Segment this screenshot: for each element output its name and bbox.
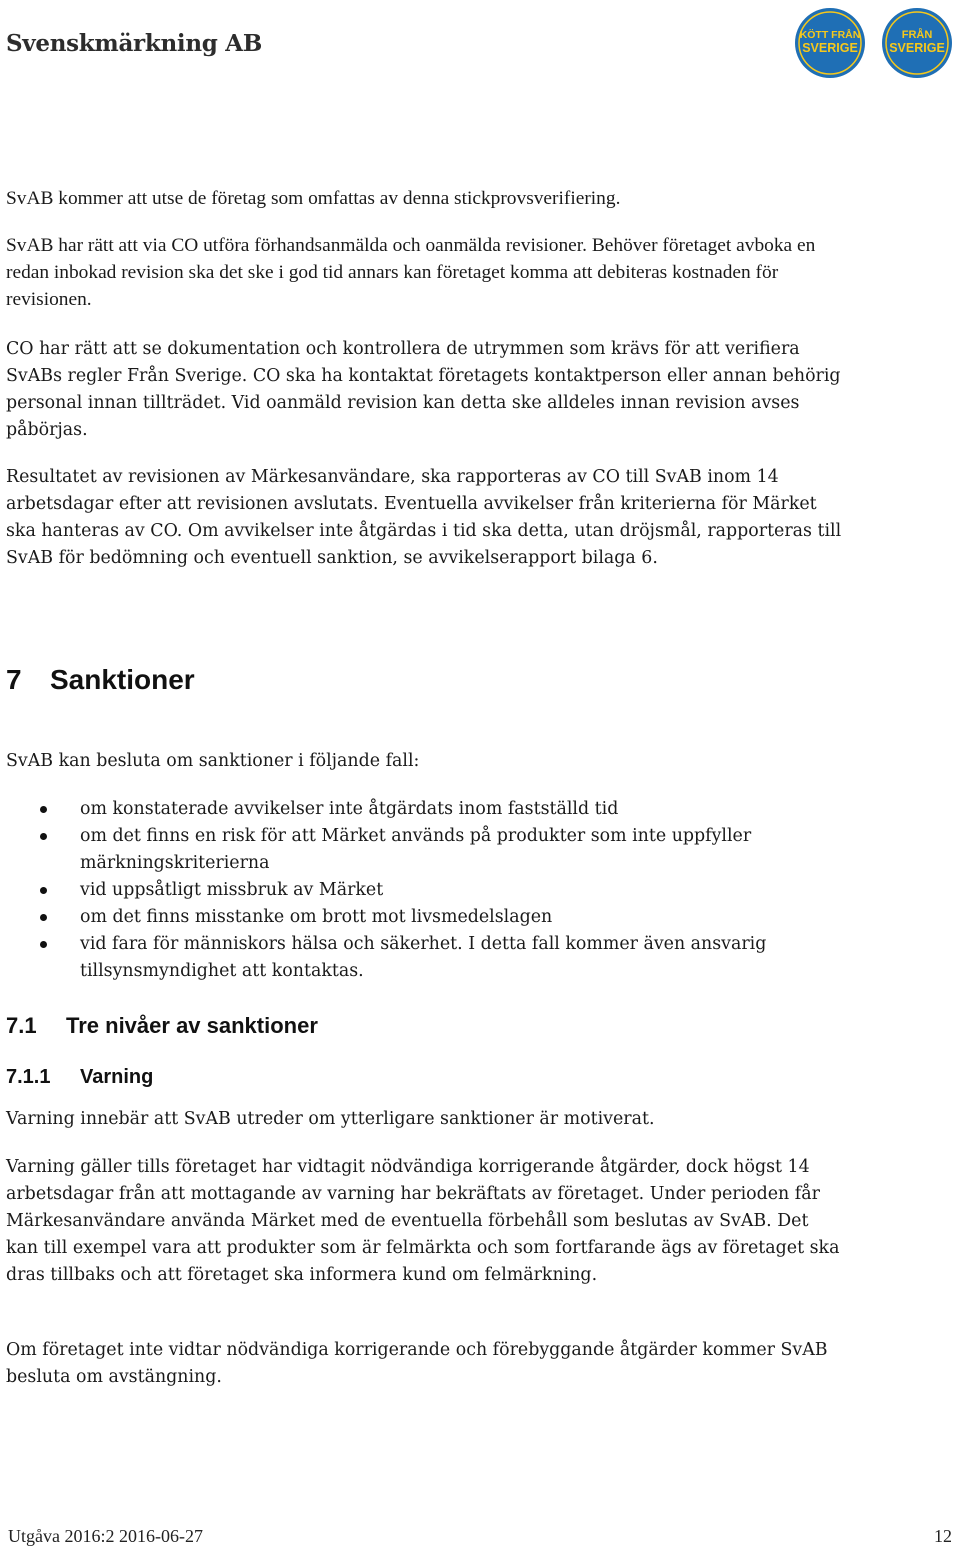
logo2-line2: SVERIGE xyxy=(889,41,945,55)
list-item: om konstaterade avvikelser inte åtgärdats inom fastställd tid xyxy=(0,796,840,823)
bullet-icon xyxy=(40,887,47,894)
footer-edition: Utgåva 2016:2 2016-06-27 xyxy=(8,1526,203,1546)
section-7-heading xyxy=(6,664,195,696)
section-7-1-1-number: 7.1.1 xyxy=(6,1066,51,1088)
sanctions-list xyxy=(0,796,900,985)
warning-definition: Varning innebär att SvAB utreder om ytterligare sanktioner är motiverat. xyxy=(6,1109,655,1129)
bullet-icon xyxy=(40,914,47,921)
warning-suspension: Om företaget inte vidtar nödvändiga korrigerande och förebyggande åtgärder kommer SvAB besluta om avstängning. xyxy=(6,1340,828,1387)
bullet-icon xyxy=(40,833,47,840)
section-7-1-number: 7.1 xyxy=(6,1013,37,1038)
bullet-icon xyxy=(40,806,47,813)
list-item: vid uppsåtligt missbruk av Märket xyxy=(0,877,840,904)
logo1-line2: SVERIGE xyxy=(802,41,858,55)
list-item: om det finns en risk för att Märket används på produkter som inte uppfyller märkningskriterierna xyxy=(0,823,840,877)
fran-sverige-logo xyxy=(880,6,954,80)
list-item: om det finns misstanke om brott mot livsmedelslagen xyxy=(0,904,840,931)
paragraph-selection: SvAB kommer att utse de företag som omfattas av denna stickprovsverifiering. xyxy=(6,188,621,209)
section-7-title: Sanktioner xyxy=(50,664,195,695)
list-item: vid fara för människors hälsa och säkerhet. I detta fall kommer även ansvarig tillsynsmyndighet att kontaktas. xyxy=(0,931,840,985)
kott-fran-sverige-logo xyxy=(793,6,867,80)
logo2-line1: FRÅN xyxy=(901,29,933,41)
brand-name: Svenskmärkning AB xyxy=(6,30,262,57)
section-7-number: 7 xyxy=(6,664,22,695)
section-7-1-1-title: Varning xyxy=(80,1066,154,1088)
paragraph-co-rights: CO har rätt att se dokumentation och kontrollera de utrymmen som krävs för att verifiera SvABs regler Från Sverige. CO ska ha kontaktat företagets kontaktperson eller annan behörig personal innan tillträdet. Vid oanmäld revision kan detta ske alldeles innan revision avses påbörjas. xyxy=(6,339,841,440)
section-7-1-title: Tre nivåer av sanktioner xyxy=(66,1013,318,1038)
logo1-line1: KÖTT FRÅN xyxy=(799,29,861,41)
page-number: 12 xyxy=(934,1526,952,1546)
paragraph-revision-rights: SvAB har rätt att via CO utföra förhandsanmälda och oanmälda revisioner. Behöver företaget avboka en redan inbokad revision ska det ske i god tid annars kan företaget komma att debiteras kostnaden för revisionen. xyxy=(6,235,816,310)
sanctions-intro: SvAB kan besluta om sanktioner i följande fall: xyxy=(6,751,420,771)
warning-duration: Varning gäller tills företaget har vidtagit nödvändiga korrigerande åtgärder, dock högst 14 arbetsdagar från att mottagande av varning har bekräftats av företaget. Under perioden får Märkesanvändare använda Märket med de eventuella förbehåll som beslutas av SvAB. Det kan till exempel vara att produkter som är felmärkta och som fortfarande ägs av företaget ska dras tillbaks och att företaget ska informera kund om felmärkning. xyxy=(6,1157,840,1285)
bullet-icon xyxy=(40,941,47,948)
section-7-1-1-heading xyxy=(6,1066,153,1089)
section-7-1-heading xyxy=(6,1013,318,1039)
paragraph-results: Resultatet av revisionen av Märkesanvändare, ska rapporteras av CO till SvAB inom 14 arbetsdagar efter att revisionen avslutats. Eventuella avvikelser från kriterierna för Märket ska hanteras av CO. Om avvikelser inte åtgärdas i tid ska detta, utan dröjsmål, rapporteras till SvAB för bedömning och eventuell sanktion, se avvikelserapport bilaga 6. xyxy=(6,467,842,568)
